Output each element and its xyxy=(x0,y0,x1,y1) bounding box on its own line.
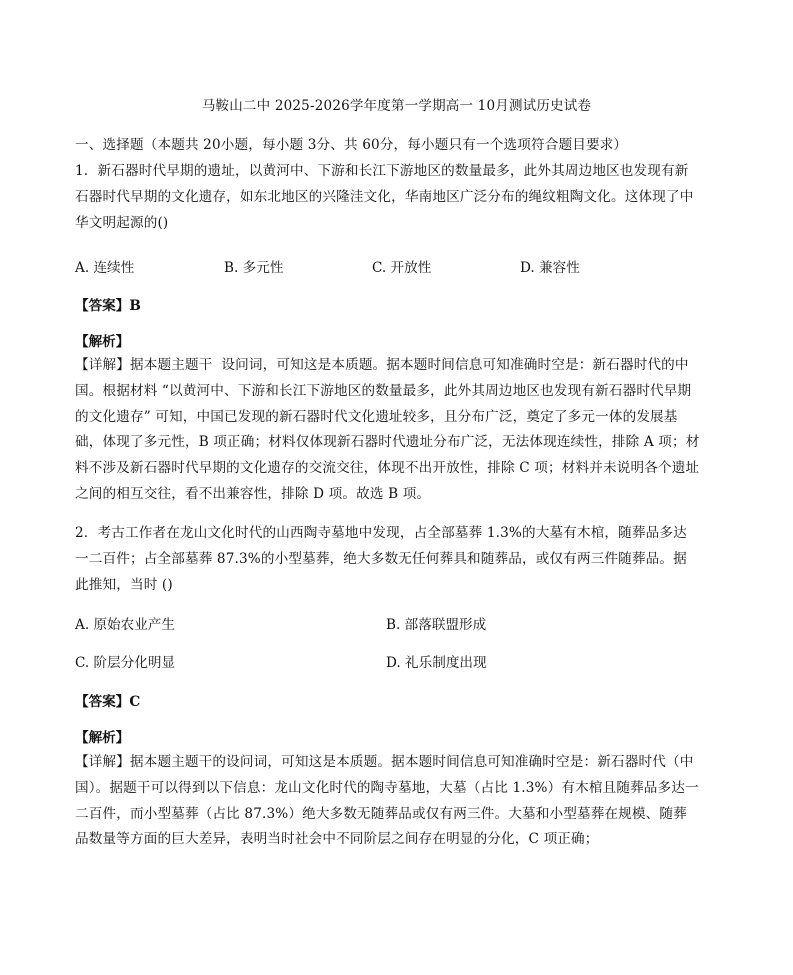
q1-analysis-label: 【解析】 xyxy=(75,334,130,350)
q1-option-d: D. 兼容性 xyxy=(520,260,580,276)
q2-detail: 【详解】据本题主题干的设问词，可知这是本质题。据本题时间信息可知准确时空是：新石器时代（中国）。据题干可以得到以下信息：龙山文化时代的陶寺墓地，大墓（占比 1.3%）有木棺且随葬品多达一二百件，而小型墓葬（占比 87.3%）绝大多数无随葬品或仅有两三件。大墓和小型墓葬在规模、随葬品数量等方面的巨大差异，表明当时社会中不同阶层之间存在明显的分化，C 项正确； xyxy=(75,754,699,848)
question-1-stem: 1．新石器时代早期的遗址，以黄河中、下游和长江下游地区的数量最多，此外其周边地区也发现有新石器时代早期的文化遗存，如东北地区的兴隆洼文化，华南地区广泛分布的绳纹粗陶文化。这体现了中华文明起源的() xyxy=(75,163,694,231)
document-title: 马鞍山二中 2025-2026学年度第一学期高一 10月测试历史试卷 xyxy=(201,98,592,114)
q2-option-c: C. 阶层分化明显 xyxy=(75,655,176,671)
q1-option-a: A. 连续性 xyxy=(75,260,135,276)
section-header: 一、选择题（本题共 20小题，每小题 3分、共 60分，每小题只有一个选项符合题目要求） xyxy=(75,137,628,153)
q1-option-b: B. 多元性 xyxy=(224,260,284,276)
q2-option-b: B. 部落联盟形成 xyxy=(386,617,487,633)
q1-option-c: C. 开放性 xyxy=(372,260,432,276)
q2-answer: 【答案】C xyxy=(75,694,141,710)
q2-option-a: A. 原始农业产生 xyxy=(75,617,176,633)
q1-answer: 【答案】B xyxy=(75,298,141,314)
q1-detail: 【详解】据本题主题干 设问词，可知这是本质题。据本题时间信息可知准确时空是：新石器时代的中国。根据材料 “以黄河中、下游和长江下游地区的数量最多，此外其周边地区也发现有新石器时代早期的文化遗存” 可知，中国已发现的新石器时代文化遗址较多，且分布广泛，奠定了多元一体的发展基础，体现了多元性，B 项正确；材料仅体现新石器时代遗址分布广泛，无法体现连续性，排除 A 项；材料不涉及新石器时代早期的文化遗存的交流交往，体现不出开放性，排除 C 项；材料并未说明各个遗址之间的相互交往，看不出兼容性，排除 D 项。故选 B 项。 xyxy=(75,357,700,502)
question-2-stem: 2．考古工作者在龙山文化时代的山西陶寺墓地中发现，占全部墓葬 1.3%的大墓有木棺，随葬品多达一二百件；占全部墓葬 87.3%的小型墓葬，绝大多数无任何葬具和随葬品，或仅有两三件随葬品。据此推知，当时 () xyxy=(75,525,687,593)
q2-analysis-label: 【解析】 xyxy=(75,730,130,746)
q2-option-d: D. 礼乐制度出现 xyxy=(386,655,487,671)
